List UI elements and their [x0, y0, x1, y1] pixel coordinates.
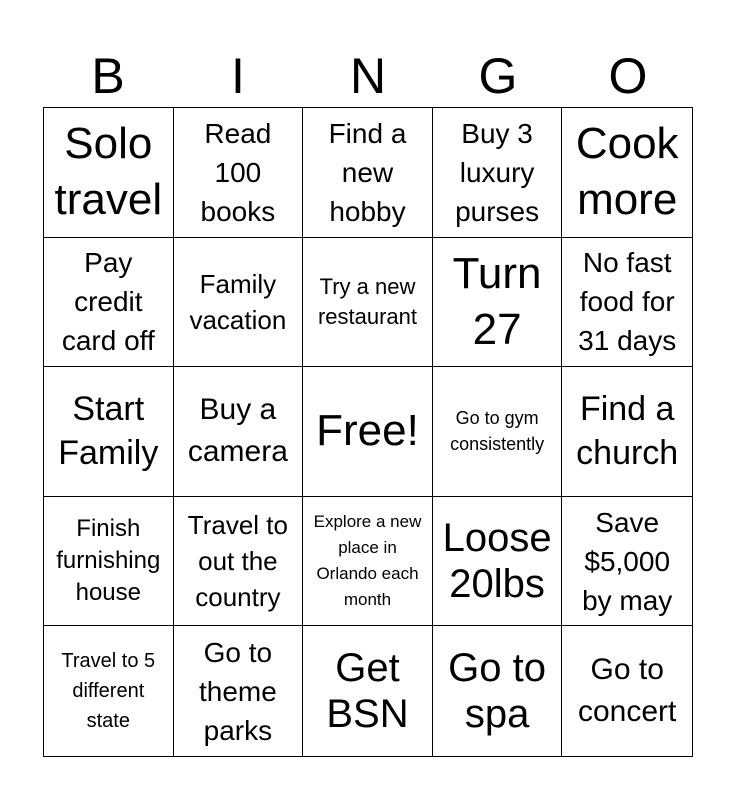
bingo-cell: Pay credit card off [44, 238, 174, 368]
bingo-cell: Buy a camera [174, 367, 304, 497]
bingo-cell: Travel to out the country [174, 497, 304, 627]
bingo-cell: Family vacation [174, 238, 304, 368]
bingo-cell: Find a new hobby [303, 108, 433, 238]
bingo-cell: Turn 27 [433, 238, 563, 368]
bingo-cell free-space: Free! [303, 367, 433, 497]
bingo-header [43, 46, 693, 106]
header-letter-b: B [91, 48, 125, 104]
header-letter-o: O [608, 48, 648, 104]
bingo-cell: Go to gym consistently [433, 367, 563, 497]
bingo-cell: Cook more [562, 108, 692, 238]
header-letter-n: N [349, 48, 387, 104]
bingo-cell: Finish furnishing house [44, 497, 174, 627]
bingo-cell: Try a new restaurant [303, 238, 433, 368]
header-letter-g: G [478, 48, 518, 104]
bingo-cell: Find a church [562, 367, 692, 497]
bingo-cell: Buy 3 luxury purses [433, 108, 563, 238]
bingo-cell: Travel to 5 different state [44, 626, 174, 756]
header-letter-i: I [231, 48, 245, 104]
bingo-cell: Save $5,000 by may [562, 497, 692, 627]
bingo-cell: Start Family [44, 367, 174, 497]
bingo-cell: Read 100 books [174, 108, 304, 238]
bingo-cell: No fast food for 31 days [562, 238, 692, 368]
bingo-cell: Go to concert [578, 653, 677, 729]
bingo-cell: Get BSN [303, 626, 433, 756]
bingo-grid [43, 107, 693, 757]
bingo-cell: Loose 20lbs [433, 497, 563, 627]
bingo-cell: Go to spa [433, 626, 563, 756]
bingo-cell: Solo travel [44, 108, 174, 238]
bingo-cell: Explore a new place in Orlando each month [303, 497, 433, 627]
bingo-cell: Go to theme parks [174, 626, 304, 756]
